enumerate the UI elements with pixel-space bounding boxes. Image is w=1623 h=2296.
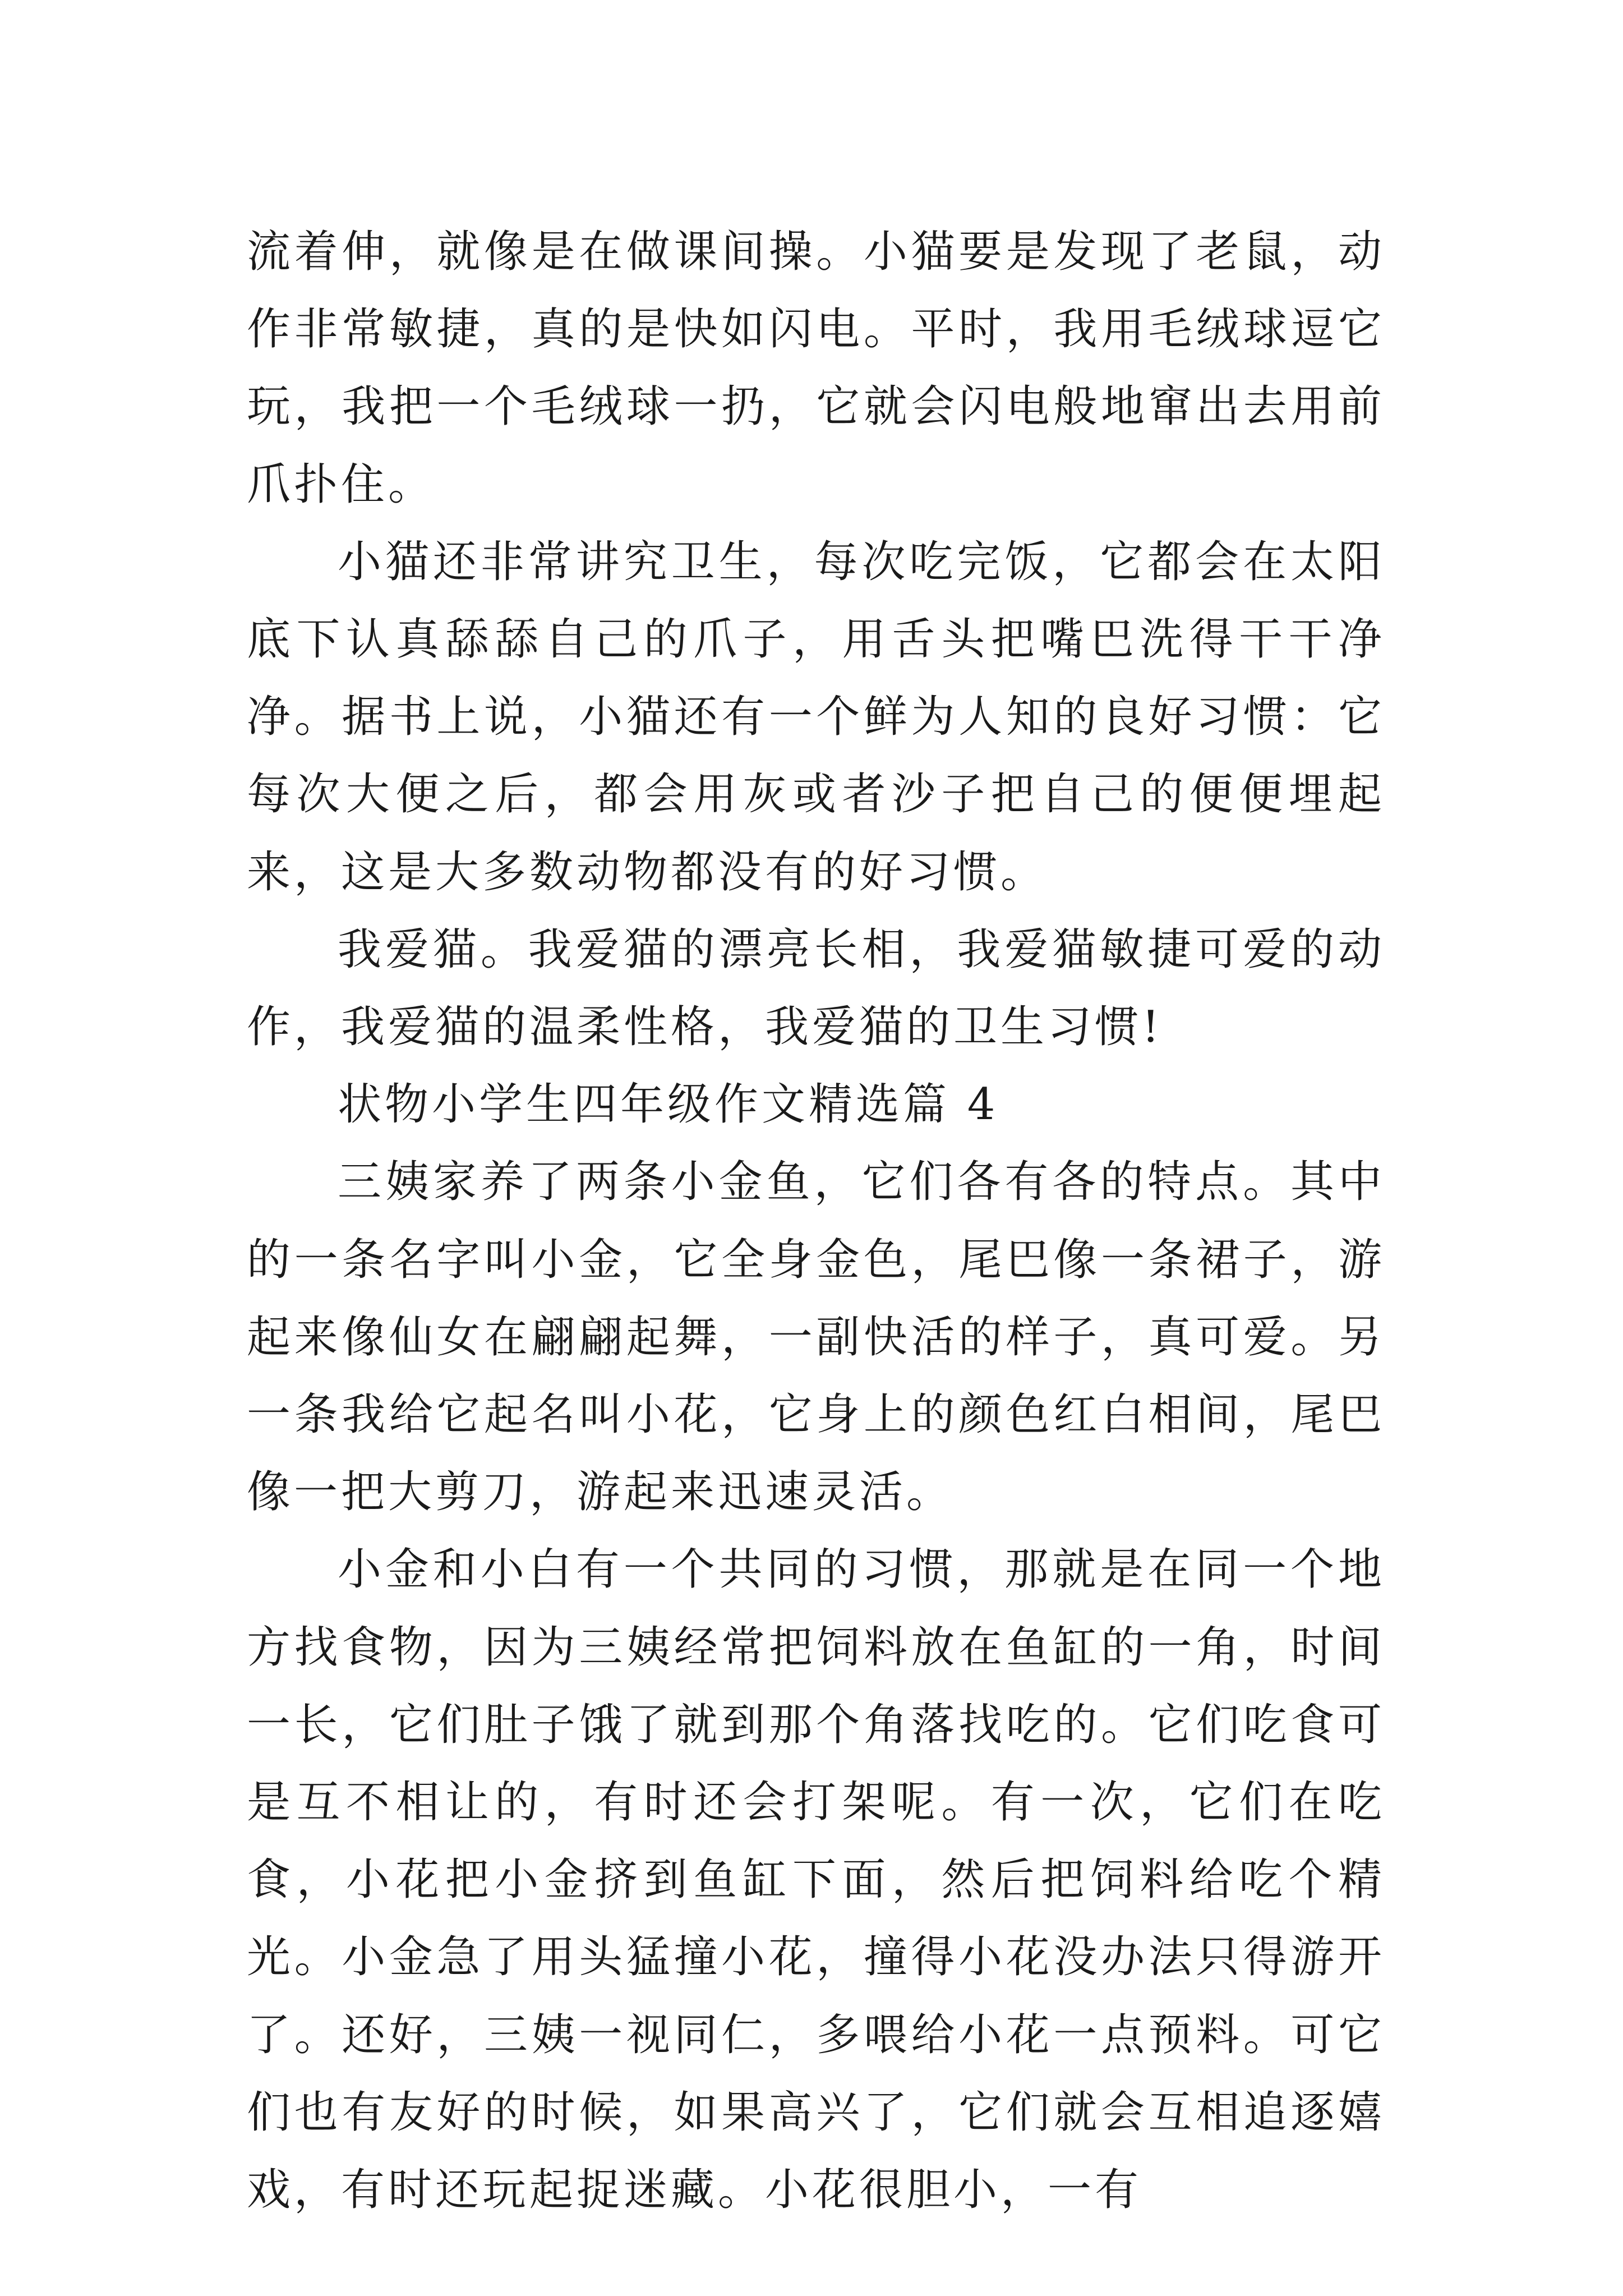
section-heading: 状物小学生四年级作文精选篇 4 [338, 1079, 999, 1130]
paragraph-love-cat: 我爱猫。我爱猫的漂亮长相，我爱猫敏捷可爱的动作，我爱猫的温柔性格，我爱猫的卫生习惯! [247, 924, 1385, 1053]
paragraph-cat-hygiene: 小猫还非常讲究卫生，每次吃完饭，它都会在太阳底下认真舔舔自己的爪子，用舌头把嘴巴洗得干干净净。据书上说，小猫还有一个鲜为人知的良好习惯：它每次大便之后，都会用灰或者沙子把自己的便便埋起来，这是大多数动物都没有的好习惯。 [247, 536, 1385, 898]
paragraph-continuation: 流着伸，就像是在做课间操。小猫要是发现了老鼠，动作非常敏捷，真的是快如闪电。平时，我用毛绒球逗它玩，我把一个毛绒球一扔，它就会闪电般地窜出去用前爪扑住。 [247, 227, 1385, 510]
paragraph-goldfish-intro: 三姨家养了两条小金鱼，它们各有各的特点。其中的一条名字叫小金，它全身金色，尾巴像一条裙子，游起来像仙女在翩翩起舞，一副快活的样子，真可爱。另一条我给它起名叫小花，它身上的颜色红白相间，尾巴像一把大剪刀，游起来迅速灵活。 [247, 1157, 1385, 1518]
paragraph-goldfish-habits: 小金和小白有一个共同的习惯，那就是在同一个地方找食物，因为三姨经常把饲料放在鱼缸的一角，时间一长，它们肚子饿了就到那个角落找吃的。它们吃食可是互不相让的，有时还会打架呢。有一次，它们在吃食，小花把小金挤到鱼缸下面，然后把饲料给吃个精光。小金急了用头猛撞小花，撞得小花没办法只得游开了。还好，三姨一视同仁，多喂给小花一点预料。可它们也有友好的时候，如果高兴了，它们就会互相追逐嬉戏，有时还玩起捉迷藏。小花很胆小，一有 [247, 1544, 1385, 2216]
document-body [247, 213, 1385, 2229]
